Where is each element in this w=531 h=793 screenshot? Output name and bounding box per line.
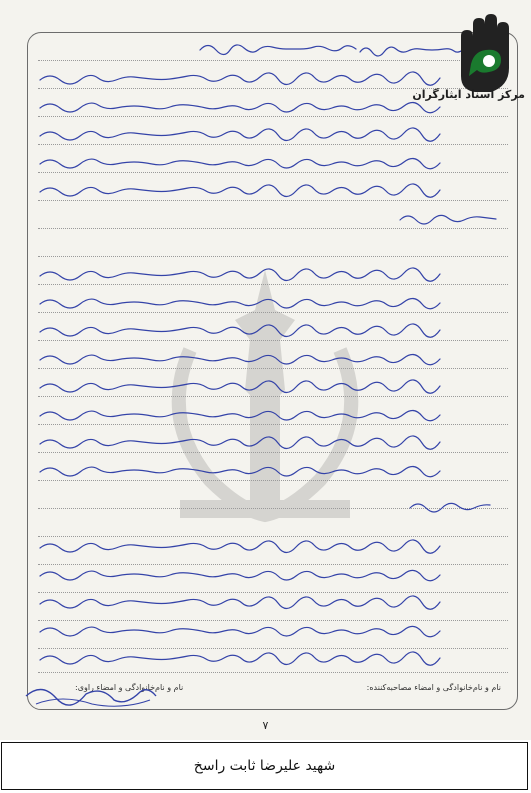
interviewer-signature-label: نام و نام‌خانوادگی و امضاء مصاحبه‌کننده: xyxy=(366,683,501,692)
martyr-name-caption: شهید علیرضا ثابت راسخ xyxy=(1,742,528,790)
narrator-signature-label: نام و نام‌خانوادگی و امضاء راوی: xyxy=(75,683,184,692)
signature-scribble xyxy=(22,676,162,710)
logo-text: مرکز اسناد ایثارگران xyxy=(412,88,525,101)
page-number: ۷ xyxy=(262,719,269,732)
